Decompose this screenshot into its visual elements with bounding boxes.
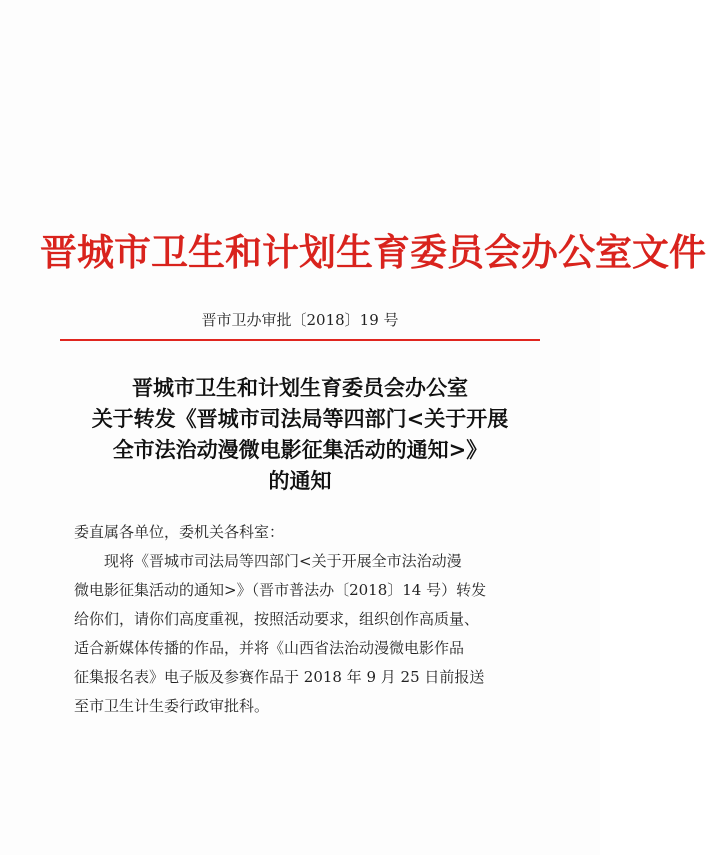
document-number: 晋市卫办审批〔2018〕19 号: [201, 311, 399, 329]
notice-subject: [40, 372, 560, 496]
header-divider: [60, 339, 540, 341]
body-line: 至市卫生计生委行政审批科。: [74, 697, 270, 715]
body-line: 适合新媒体传播的作品，并将《山西省法治动漫微电影作品: [74, 639, 465, 657]
body-line: 微电影征集活动的通知>》（晋市普法办〔2018〕14 号）转发: [74, 581, 487, 599]
subject-line: 全市法治动漫微电影征集活动的通知>》: [112, 437, 488, 462]
notice-body: [74, 547, 534, 721]
subject-line: 晋城市卫生和计划生育委员会办公室: [132, 375, 468, 400]
body-line: 现将《晋城市司法局等四部门<关于开展全市法治动漫: [104, 552, 462, 570]
body-line: 给你们，请你们高度重视，按照活动要求，组织创作高质量、: [74, 610, 480, 628]
document-header-title: 晋城市卫生和计划生育委员会办公室文件: [40, 230, 706, 274]
body-line: 征集报名表》电子版及参赛作品于 2018 年 9 月 25 日前报送: [74, 668, 485, 686]
addressee-line: 委直属各单位，委机关各科室：: [74, 523, 285, 541]
subject-line: 关于转发《晋城市司法局等四部门<关于开展: [91, 406, 509, 431]
subject-line: 的通知: [268, 468, 332, 493]
